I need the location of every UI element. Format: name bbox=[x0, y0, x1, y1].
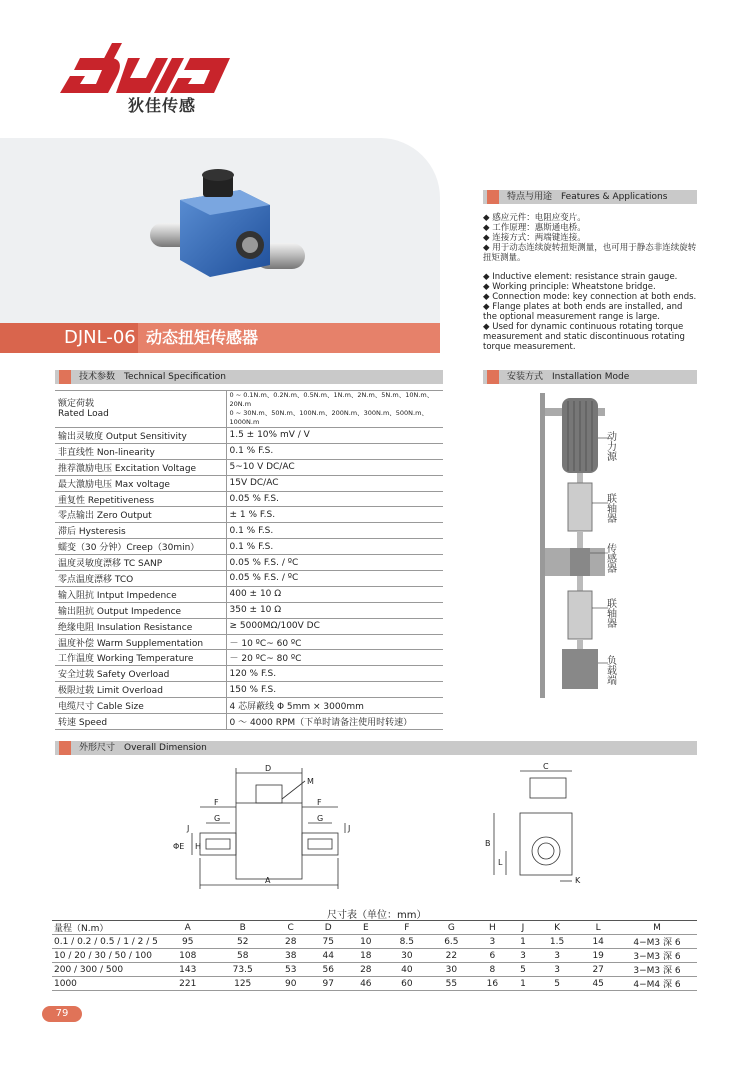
dim-cell: 53 bbox=[272, 963, 310, 977]
spec-row bbox=[55, 666, 443, 682]
dim-label: C bbox=[543, 763, 549, 771]
spec-row bbox=[55, 618, 443, 634]
spec-label: 蠕变（30 分钟）Creep（30min） bbox=[55, 539, 226, 555]
feature-cn-item: ◆ 工作原理：惠斯通电桥。 bbox=[483, 223, 586, 233]
spec-label: 输出灵敏度 Output Sensitivity bbox=[55, 428, 226, 444]
spec-value: 0.05 % F.S. bbox=[226, 491, 443, 507]
dim-cell: 28 bbox=[347, 963, 385, 977]
spec-label: 最大激励电压 Max voltage bbox=[55, 475, 226, 491]
install-label: 动力源 bbox=[604, 431, 616, 461]
spec-value: 350 ± 10 Ω bbox=[226, 602, 443, 618]
dim-label: B bbox=[485, 839, 491, 848]
dim-cell: 1 bbox=[511, 977, 535, 991]
dim-cell: 60 bbox=[385, 977, 430, 991]
spec-label: 零点温度漂移 TCO bbox=[55, 571, 226, 587]
feature-en-item: ◆ Flange plates at both ends are installed, and the optional measurement range is large. bbox=[483, 302, 683, 322]
dim-header: C bbox=[272, 921, 310, 935]
dim-cell: 46 bbox=[347, 977, 385, 991]
product-name: 动态扭矩传感器 bbox=[146, 328, 259, 347]
dimension-header-row bbox=[52, 921, 697, 935]
dim-label: K bbox=[575, 876, 581, 885]
spec-title: 技术参数 Technical Specification bbox=[79, 372, 226, 382]
spec-value: 400 ± 10 Ω bbox=[226, 586, 443, 602]
feature-en-item: ◆ Working principle: Wheatstone bridge. bbox=[483, 282, 656, 292]
dim-cell: 30 bbox=[429, 963, 474, 977]
dim-cell: 56 bbox=[309, 963, 347, 977]
product-title-band bbox=[0, 323, 440, 353]
dim-label: G bbox=[214, 814, 221, 823]
product-model: DJNL-06 bbox=[0, 323, 138, 353]
dim-cell: 8 bbox=[474, 963, 512, 977]
spec-label: 零点输出 Zero Output bbox=[55, 507, 226, 523]
dim-label: F bbox=[214, 798, 219, 807]
brand-name: 狄佳传感 bbox=[128, 96, 197, 115]
dim-cell: 40 bbox=[385, 963, 430, 977]
install-section-bar bbox=[483, 370, 697, 384]
spec-row bbox=[55, 602, 443, 618]
spec-row bbox=[55, 539, 443, 555]
dim-header: H bbox=[474, 921, 512, 935]
spec-label: 安全过载 Safety Overload bbox=[55, 666, 226, 682]
dim-cell: 90 bbox=[272, 977, 310, 991]
dim-cell: 52 bbox=[213, 935, 271, 949]
spec-label: 温度灵敏度漂移 TC SANP bbox=[55, 555, 226, 571]
install-label: 联轴器 bbox=[604, 598, 616, 628]
spec-row bbox=[55, 491, 443, 507]
spec-row bbox=[55, 698, 443, 714]
feature-en-item: ◆ Connection mode: key connection at both ends. bbox=[483, 292, 697, 302]
spec-value: － 20 ºC~ 80 ºC bbox=[226, 650, 443, 666]
feature-cn-item: ◆ 感应元件：电阻应变片。 bbox=[483, 213, 586, 223]
spec-row-rated-load bbox=[55, 391, 443, 428]
dim-cell: 73.5 bbox=[213, 963, 271, 977]
dim-cell: 5 bbox=[511, 963, 535, 977]
front-dimension-drawing bbox=[170, 763, 370, 893]
dim-header: K bbox=[535, 921, 580, 935]
dim-label: F bbox=[317, 798, 322, 807]
dim-label: ΦE bbox=[173, 842, 185, 851]
dim-cell: 108 bbox=[162, 949, 213, 963]
spec-label: 温度补偿 Warm Supplementation bbox=[55, 634, 226, 650]
installation-diagram bbox=[540, 393, 700, 698]
spec-label: 输入阻抗 Intput Impedence bbox=[55, 586, 226, 602]
dim-header: G bbox=[429, 921, 474, 935]
spec-row bbox=[55, 523, 443, 539]
dim-cell: 19 bbox=[579, 949, 617, 963]
feature-cn-item: ◆ 连接方式：两端键连接。 bbox=[483, 233, 586, 243]
dim-cell: 4−M4 深 6 bbox=[617, 977, 697, 991]
install-label: 负载端 bbox=[604, 655, 616, 685]
install-title: 安装方式 Installation Mode bbox=[507, 372, 630, 382]
spec-row bbox=[55, 443, 443, 459]
dimension-table-caption: 尺寸表（单位：mm） bbox=[327, 910, 427, 921]
dim-cell: 3 bbox=[474, 935, 512, 949]
dim-cell: 3 bbox=[535, 963, 580, 977]
dim-cell: 16 bbox=[474, 977, 512, 991]
overall-section-bar bbox=[55, 741, 697, 755]
spec-row bbox=[55, 650, 443, 666]
section-tab-marker bbox=[59, 741, 71, 755]
spec-value: 0.1 % F.S. bbox=[226, 539, 443, 555]
dimension-row bbox=[52, 935, 697, 949]
dim-cell: 27 bbox=[579, 963, 617, 977]
dim-header: F bbox=[385, 921, 430, 935]
spec-value: 0.1 % F.S. bbox=[226, 443, 443, 459]
spec-value: 5~10 V DC/AC bbox=[226, 459, 443, 475]
spec-label: 电缆尺寸 Cable Size bbox=[55, 698, 226, 714]
spec-row bbox=[55, 714, 443, 730]
dim-cell: 1 bbox=[511, 935, 535, 949]
spec-table bbox=[55, 390, 443, 730]
spec-label: 额定荷载 Rated Load bbox=[55, 391, 226, 428]
dim-label: H bbox=[195, 842, 202, 851]
dim-cell: 1000 bbox=[52, 977, 162, 991]
dim-cell: 3 bbox=[511, 949, 535, 963]
features-list bbox=[483, 213, 697, 352]
product-image bbox=[145, 165, 310, 290]
side-dimension-drawing bbox=[480, 763, 610, 893]
dim-header: L bbox=[579, 921, 617, 935]
spec-value: 0.05 % F.S. / ºC bbox=[226, 555, 443, 571]
spec-section-bar bbox=[55, 370, 443, 384]
spec-row bbox=[55, 555, 443, 571]
spec-value: － 10 ºC~ 60 ºC bbox=[226, 634, 443, 650]
dim-cell: 97 bbox=[309, 977, 347, 991]
dim-cell: 44 bbox=[309, 949, 347, 963]
dim-label: G bbox=[317, 814, 324, 823]
spec-row bbox=[55, 475, 443, 491]
dim-header: D bbox=[309, 921, 347, 935]
dim-header: J bbox=[511, 921, 535, 935]
feature-en-item: ◆ Used for dynamic continuous rotating torque measurement and static discontinuous rotating torque measurement. bbox=[483, 322, 685, 352]
dim-cell: 58 bbox=[213, 949, 271, 963]
dim-label: L bbox=[498, 858, 503, 867]
dim-cell: 6.5 bbox=[429, 935, 474, 949]
spec-label: 绝缘电阻 Insulation Resistance bbox=[55, 618, 226, 634]
dim-cell: 4−M3 深 6 bbox=[617, 935, 697, 949]
spec-value: 0.05 % F.S. / ºC bbox=[226, 571, 443, 587]
dimension-row bbox=[52, 977, 697, 991]
dim-cell: 95 bbox=[162, 935, 213, 949]
dim-header: B bbox=[213, 921, 271, 935]
dim-cell: 10 / 20 / 30 / 50 / 100 bbox=[52, 949, 162, 963]
dim-cell: 45 bbox=[579, 977, 617, 991]
dim-cell: 221 bbox=[162, 977, 213, 991]
dim-label: D bbox=[265, 764, 272, 773]
spec-value: 4 芯屏蔽线 Φ 5mm × 3000mm bbox=[226, 698, 443, 714]
features-title: 特点与用途 Features & Applications bbox=[507, 192, 668, 202]
dim-cell: 200 / 300 / 500 bbox=[52, 963, 162, 977]
install-label: 联轴器 bbox=[604, 493, 616, 523]
dim-header: E bbox=[347, 921, 385, 935]
dim-cell: 22 bbox=[429, 949, 474, 963]
section-tab-marker bbox=[487, 190, 499, 204]
page-number: 79 bbox=[42, 1006, 82, 1022]
spec-label: 极限过载 Limit Overload bbox=[55, 682, 226, 698]
section-tab-marker bbox=[59, 370, 71, 384]
dim-cell: 3−M3 深 6 bbox=[617, 963, 697, 977]
spec-value: 0.1 % F.S. bbox=[226, 523, 443, 539]
spec-row bbox=[55, 459, 443, 475]
dim-cell: 5 bbox=[535, 977, 580, 991]
dim-cell: 10 bbox=[347, 935, 385, 949]
dim-header: A bbox=[162, 921, 213, 935]
spec-row bbox=[55, 428, 443, 444]
spec-value: ≥ 5000MΩ/100V DC bbox=[226, 618, 443, 634]
dim-cell: 75 bbox=[309, 935, 347, 949]
spec-value: 0 ～ 4000 RPM（下单时请备注使用时转速） bbox=[226, 714, 443, 730]
spec-row bbox=[55, 586, 443, 602]
dim-cell: 30 bbox=[385, 949, 430, 963]
dimension-row bbox=[52, 963, 697, 977]
dim-cell: 18 bbox=[347, 949, 385, 963]
spec-row bbox=[55, 634, 443, 650]
spec-value: 15V DC/AC bbox=[226, 475, 443, 491]
overall-title: 外形尺寸 Overall Dimension bbox=[79, 743, 207, 753]
section-tab-marker bbox=[487, 370, 499, 384]
feature-cn-item: ◆ 用于动态连续旋转扭矩测量，也可用于静态非连续旋转扭矩测量。 bbox=[483, 243, 697, 263]
spec-label: 工作温度 Working Temperature bbox=[55, 650, 226, 666]
dim-cell: 38 bbox=[272, 949, 310, 963]
dim-cell: 143 bbox=[162, 963, 213, 977]
spec-row bbox=[55, 682, 443, 698]
spec-label: 转速 Speed bbox=[55, 714, 226, 730]
spec-value: 1.5 ± 10% mV / V bbox=[226, 428, 443, 444]
dimension-row bbox=[52, 949, 697, 963]
dim-cell: 1.5 bbox=[535, 935, 580, 949]
dim-label: J bbox=[187, 824, 190, 833]
spec-row bbox=[55, 571, 443, 587]
dim-cell: 3−M3 深 6 bbox=[617, 949, 697, 963]
spec-row bbox=[55, 507, 443, 523]
dim-label: J bbox=[348, 824, 351, 833]
dim-label: M bbox=[307, 777, 314, 786]
feature-en-item: ◆ Inductive element: resistance strain gauge. bbox=[483, 272, 678, 282]
dim-label: A bbox=[265, 876, 271, 885]
features-section-bar bbox=[483, 190, 697, 204]
dim-cell: 6 bbox=[474, 949, 512, 963]
spec-value: 120 % F.S. bbox=[226, 666, 443, 682]
dim-cell: 8.5 bbox=[385, 935, 430, 949]
dim-cell: 14 bbox=[579, 935, 617, 949]
dim-header: 量程（N.m） bbox=[52, 921, 162, 935]
dim-cell: 3 bbox=[535, 949, 580, 963]
dim-cell: 0.1 / 0.2 / 0.5 / 1 / 2 / 5 bbox=[52, 935, 162, 949]
dim-cell: 55 bbox=[429, 977, 474, 991]
spec-label: 非直线性 Non-linearity bbox=[55, 443, 226, 459]
dimension-table bbox=[52, 920, 697, 991]
spec-label: 输出阻抗 Output Impedence bbox=[55, 602, 226, 618]
spec-value: 150 % F.S. bbox=[226, 682, 443, 698]
dim-header: M bbox=[617, 921, 697, 935]
spec-value: 0 ~ 0.1N.m、0.2N.m、0.5N.m、1N.m、2N.m、5N.m、10N.m、20N.m 0 ~ 30N.m、50N.m、100N.m、200N.m、300N.m、500N.m、1000N.m bbox=[226, 391, 443, 428]
dim-cell: 125 bbox=[213, 977, 271, 991]
spec-label: 推荐激励电压 Excitation Voltage bbox=[55, 459, 226, 475]
dim-cell: 28 bbox=[272, 935, 310, 949]
spec-label: 滞后 Hysteresis bbox=[55, 523, 226, 539]
spec-label: 重复性 Repetitiveness bbox=[55, 491, 226, 507]
spec-value: ± 1 % F.S. bbox=[226, 507, 443, 523]
install-label: 传感器 bbox=[604, 543, 616, 573]
